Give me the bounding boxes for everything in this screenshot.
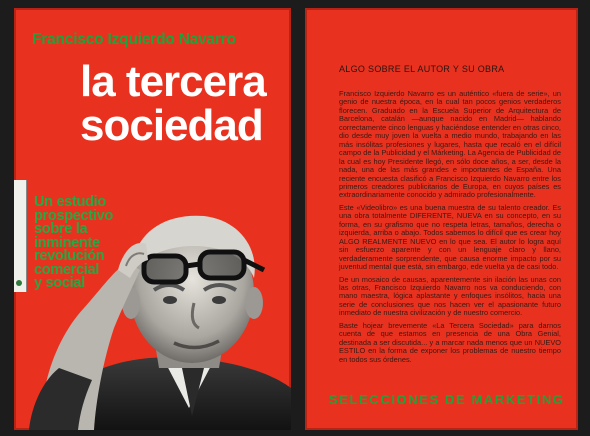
title-line: la tercera xyxy=(80,57,266,106)
back-cover xyxy=(305,8,578,430)
title-line: sociedad xyxy=(80,101,263,150)
author-portrait xyxy=(14,8,291,430)
back-heading: ALGO SOBRE EL AUTOR Y SU OBRA xyxy=(339,64,505,74)
back-paragraph: Este «Videolibro» es una buena muestra de su talento creador. Es una obra totalmente DIFERENTE, NUEVA en su concepto, en su forma, en su grafismo que no respeta letras, tamaños, derecha o izquierda, arriba o abajo. Todos sabemos lo difícil que es crear hoy ALGO REALMENTE NUEVO en lo que sea. El autor lo logra aquí sin esfuerzo aparente y con un lenguaje claro y llano, verdaderamente sorprendente, que causa enorme impacto por su juventud mental que está, sin embargo, ede vuelta ya de casi todo. xyxy=(339,202,561,272)
subtitle-line: revolución xyxy=(34,248,105,264)
back-text xyxy=(339,90,561,368)
author-name: Francisco Izquierdo Navarro xyxy=(32,31,236,48)
back-paragraph: Francisco Izquierdo Navarro es un auténtico «fuera de serie», un genio de nuestra época, en la cual tan pocos genios verdaderos florecen. Graduado en la Escuela Superior de Arquitectura de Barcelona, catalán —aunque nacido en Madrid— hablando correctamente cinco lenguas y haciéndose entender en otras cinco, dio desde muy joven la vuelta a medio mundo, trabajando en las más insólitas profesiones y lugares, hasta que recaló en el difícil campo de la Publicidad y el Márketing. La Agencia de Publicidad de la cual es hoy Presidente llegó, en sólo doce años, a ser, desde la nada, una de las más grandes e importantes de España. Una reciente encuesta clasificó a Francisco Izquierdo Navarro entre los primeros creadores publicitarios de Europa, en cuyos países es extraordinariamente conocido y admirado profesionalmente. xyxy=(339,89,561,200)
subtitle-line: inminente xyxy=(34,234,100,251)
publisher-series: SELECCIONES DE MARKETING xyxy=(329,392,565,407)
front-cover xyxy=(14,8,291,430)
subtitle-line: Un estudio xyxy=(34,194,106,210)
back-paragraph: De un mosaico de causas, aparentemente sin ilación las unas con las otras, Francisco Izquierdo Navarro nos va conduciendo, con mano maestra, lógica aplastante y enfoques insólitos, hacia una serie de conclusiones que nos hacen ver el apasionante futuro inmediato de nuestra civilización y de nuestro comercio. xyxy=(339,274,561,318)
subtitle-line: prospectivo xyxy=(34,207,113,224)
subtitle-line: comercial xyxy=(34,261,100,278)
back-paragraph: Baste hojear brevemente «La Tercera Sociedad» para darnos cuenta de que estamos en presencia de una Obra Genial, destinada a ser discutida... y a marcar nada menos que un NUEVO ESTILO en la forma de exponer los problemas de nuestro tiempo en todos sus órdenes. xyxy=(339,320,561,364)
subtitle-line: sobre la xyxy=(34,221,88,237)
subtitle-line: y social xyxy=(34,275,85,291)
